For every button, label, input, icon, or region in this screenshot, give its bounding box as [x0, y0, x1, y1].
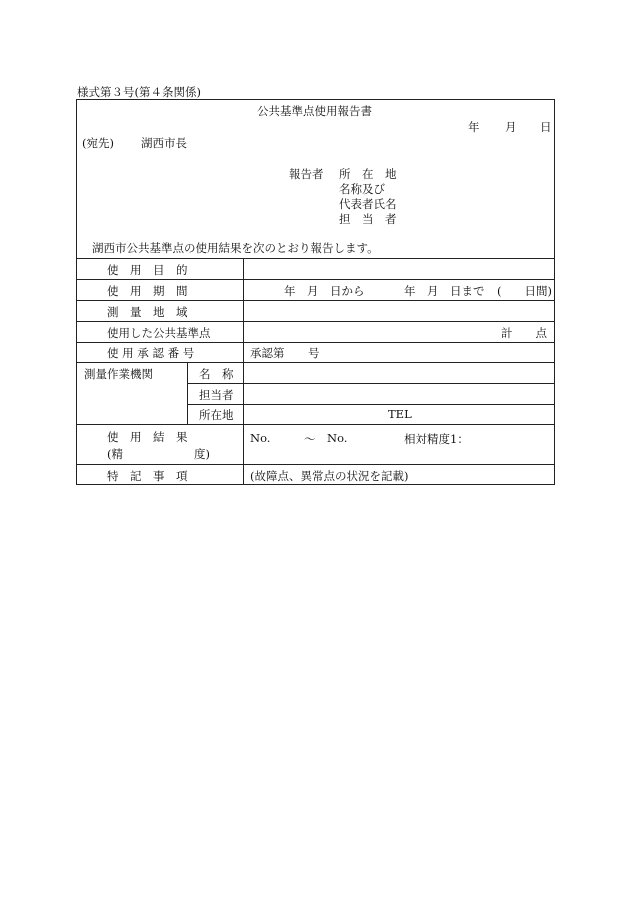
points-label: 使用した公共基準点: [107, 326, 211, 340]
period-days: ( 日間): [497, 284, 552, 298]
rule-row-6: [77, 424, 554, 425]
rule-row-5: [77, 362, 554, 363]
rule-row-4: [77, 342, 554, 343]
report-form: [76, 99, 555, 485]
report-statement: 湖西市公共基準点の使用結果を次のとおり報告します。: [92, 241, 379, 255]
remarks-label: 特 記 事 項: [107, 469, 188, 483]
rule-row-2: [77, 300, 554, 301]
period-from: 年 月 日から: [284, 284, 365, 298]
reporter-label: 報告者: [289, 167, 324, 181]
agency-name-label: 名 称: [199, 367, 234, 381]
points-total: 計 点: [501, 326, 547, 340]
rule-row-7: [77, 464, 554, 465]
tel-label: TEL: [388, 407, 412, 421]
date-year: 年: [468, 120, 480, 134]
rule-table-top: [77, 258, 554, 259]
purpose-label: 使 用 目 的: [107, 263, 188, 277]
agency-address-label: 所在地: [199, 408, 234, 422]
rule-row-1: [77, 279, 554, 280]
rule-agency-column: [187, 362, 188, 424]
remarks-value: (故障点、異常点の状況を記載): [250, 469, 409, 483]
period-to: 年 月 日まで: [404, 284, 485, 298]
approval-label: 使 用 承 認 番 号: [107, 346, 195, 360]
rule-row-3: [77, 321, 554, 322]
result-no-to: No.: [327, 431, 348, 445]
rule-label-column: [243, 258, 244, 484]
reporter-name-label: 名称及び: [339, 182, 385, 196]
reporter-representative-label: 代表者氏名: [339, 197, 397, 211]
addressee-name: 湖西市長: [141, 136, 187, 150]
period-label: 使 用 期 間: [107, 284, 188, 298]
date-month: 月: [505, 120, 517, 134]
precision-label-open: (精: [107, 447, 123, 461]
result-label: 使 用 結 果: [107, 430, 188, 444]
approval-suffix: 号: [308, 346, 320, 360]
agency-label: 測量作業機関: [84, 367, 153, 381]
addressee-label: (宛先): [82, 136, 114, 150]
agency-contact-label: 担当者: [199, 388, 234, 402]
form-code: 様式第３号(第４条関係): [77, 85, 201, 99]
date-day: 日: [540, 120, 552, 134]
reporter-address-label: 所 在 地: [339, 167, 397, 181]
result-tilde: 〜: [304, 432, 316, 446]
approval-prefix: 承認第: [250, 346, 285, 360]
reporter-contact-label: 担 当 者: [339, 212, 397, 226]
result-no-from: No.: [250, 431, 271, 445]
area-label: 測 量 地 域: [107, 305, 188, 319]
precision-label-close: 度): [194, 447, 210, 461]
relative-precision: 相対精度1：: [404, 432, 469, 446]
form-title: 公共基準点使用報告書: [257, 104, 372, 118]
